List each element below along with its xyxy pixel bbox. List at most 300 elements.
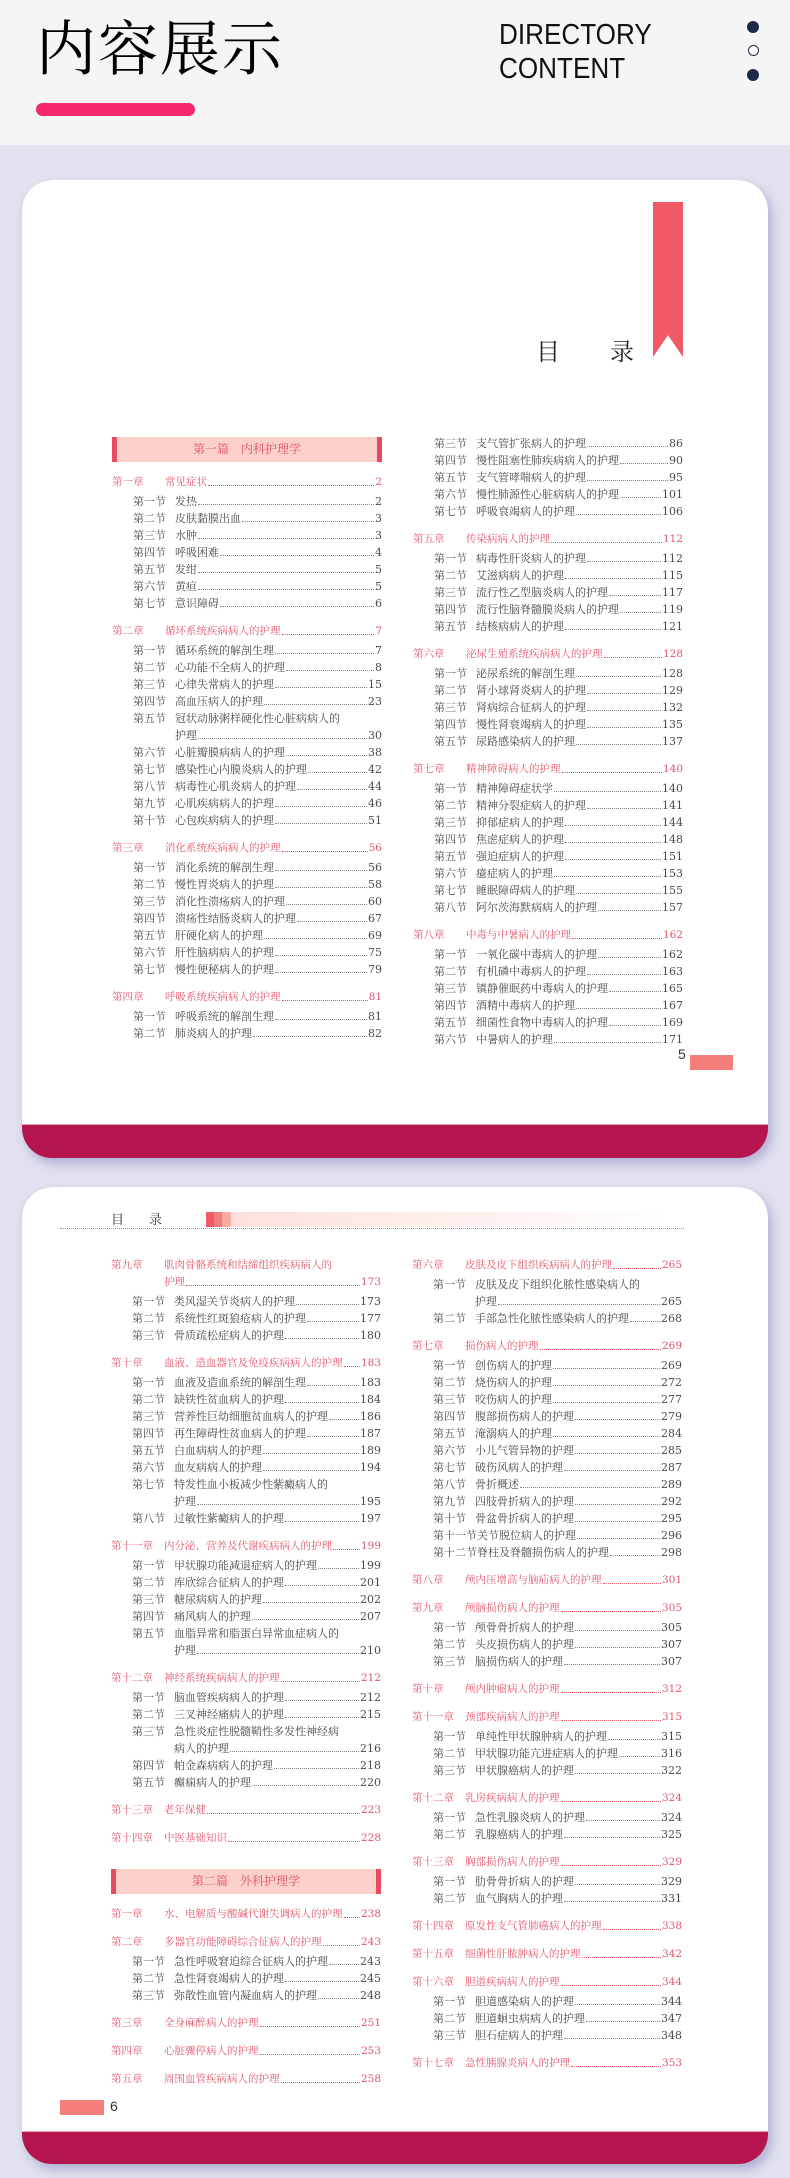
toc-section-entry[interactable] (412, 1619, 682, 1636)
entry-page-number: 202 (360, 1593, 381, 1606)
entry-title: 再生障碍性贫血病人的护理 (174, 1427, 306, 1440)
toc-section-entry[interactable] (413, 601, 683, 618)
entry-title: 过敏性紫癜病人的护理 (174, 1512, 284, 1525)
toc-section-entry[interactable] (412, 1745, 682, 1762)
entry-page-number: 44 (368, 780, 382, 793)
carousel-dot-icon[interactable] (747, 69, 759, 81)
toc-section-entry[interactable] (413, 665, 683, 682)
entry-label: 第五节 (132, 1444, 165, 1457)
toc-section-entry[interactable] (111, 1557, 381, 1574)
entry-title: 胆道感染病人的护理 (475, 1995, 574, 2008)
toc-section-entry[interactable] (413, 946, 683, 963)
entry-page-number: 86 (669, 437, 683, 450)
toc-chapter-entry[interactable] (413, 531, 683, 548)
carousel-dot-icon[interactable] (747, 21, 759, 33)
dot-leader (281, 1681, 360, 1682)
toc-chapter-entry[interactable] (111, 2071, 381, 2088)
entry-page-number: 151 (662, 850, 683, 863)
entry-page-number: 15 (368, 678, 382, 691)
toc-section-entry[interactable] (413, 618, 683, 635)
entry-label: 第三节 (132, 1593, 165, 1606)
toc-section-entry[interactable] (413, 997, 683, 1014)
entry-page-number: 295 (661, 1512, 682, 1525)
entry-label: 第二章 (111, 1936, 143, 1948)
part-banner: 第一篇 内科护理学 (112, 437, 382, 462)
toc-chapter-entry[interactable] (111, 1906, 381, 1923)
toc-section-entry[interactable] (112, 1008, 382, 1025)
toc-section-entry[interactable] (111, 1774, 381, 1791)
toc-chapter-entry[interactable] (111, 2015, 381, 2032)
entry-title: 帕金森病病人的护理 (174, 1759, 273, 1772)
entry-title: 创伤病人的护理 (475, 1359, 552, 1372)
toc-section-entry[interactable] (112, 493, 382, 510)
toc-section-entry[interactable] (112, 659, 382, 676)
toc-section-entry[interactable] (412, 1442, 682, 1459)
entry-page-number: 344 (661, 1995, 682, 2008)
entry-page-number: 121 (662, 620, 683, 633)
toc-section-entry[interactable] (412, 1357, 682, 1374)
toc-chapter-entry[interactable] (412, 2055, 682, 2072)
entry-label: 第二节 (132, 1972, 165, 1985)
toc-section-entry[interactable] (412, 1310, 682, 1327)
entry-page-number: 315 (661, 1711, 682, 1723)
dot-leader (275, 653, 374, 654)
toc-chapter-entry[interactable] (412, 1572, 682, 1589)
entry-page-number: 171 (662, 1033, 683, 1046)
entry-title: 痛风病人的护理 (174, 1610, 251, 1623)
entry-label: 第十二节 (433, 1546, 477, 1559)
toc-section-entry[interactable] (112, 961, 382, 978)
toc-section-entry[interactable] (112, 778, 382, 795)
entry-title: 尿路感染病人的护理 (476, 735, 575, 748)
toc-section-entry[interactable] (111, 1510, 381, 1527)
toc-chapter-entry[interactable] (413, 646, 683, 663)
toc-section-entry[interactable] (111, 1608, 381, 1625)
toc-section-entry-continued[interactable] (112, 727, 382, 744)
entry-title-continued: 护理 (175, 729, 197, 742)
entry-page-number: 269 (661, 1340, 682, 1352)
toc-chapter-entry[interactable] (412, 1338, 682, 1355)
toc-section-entry[interactable] (412, 2027, 682, 2044)
toc-section-entry[interactable] (111, 1310, 381, 1327)
entry-title: 呼吸系统的解剖生理 (175, 1010, 274, 1023)
entry-page-number: 4 (375, 546, 382, 559)
entry-label: 第一节 (434, 782, 467, 795)
toc-section-entry[interactable] (111, 1591, 381, 1608)
entry-title-continued: 护理 (164, 1276, 185, 1288)
entry-title: 有机磷中毒病人的护理 (476, 965, 586, 978)
entry-page-number: 90 (669, 454, 683, 467)
entry-page-number: 165 (662, 982, 683, 995)
toc-section-entry[interactable] (111, 1757, 381, 1774)
toc-chapter-entry[interactable] (412, 1974, 682, 1991)
entry-page-number: 112 (662, 552, 683, 565)
toc-chapter-entry[interactable] (111, 1802, 381, 1819)
dot-leader (630, 1321, 660, 1322)
entry-title: 关节脱位病人的护理 (477, 1529, 576, 1542)
toc-section-entry[interactable] (112, 510, 382, 527)
carousel-dot-active-icon[interactable] (748, 45, 759, 56)
toc-section-entry[interactable] (412, 1510, 682, 1527)
toc-chapter-entry[interactable] (112, 840, 382, 857)
toc-section-entry[interactable] (413, 899, 683, 916)
toc-section-entry[interactable] (412, 1809, 682, 1826)
entry-title: 颅脑损伤病人的护理 (465, 1602, 560, 1614)
toc-column-left (111, 1246, 381, 2090)
entry-title: 传染病病人的护理 (466, 533, 550, 545)
toc-section-entry[interactable] (413, 503, 683, 520)
entry-page-number: 289 (661, 1478, 682, 1491)
dot-leader (561, 1865, 661, 1866)
toc-section-entry[interactable] (413, 699, 683, 716)
entry-title: 胸部损伤病人的护理 (465, 1856, 560, 1868)
dot-leader (285, 1981, 359, 1982)
toc-section-entry[interactable] (111, 1953, 381, 1970)
entry-page-number: 287 (661, 1461, 682, 1474)
toc-section-entry[interactable] (112, 893, 382, 910)
entry-title: 循环系统疾病病人的护理 (165, 625, 281, 637)
entry-page-number: 101 (662, 488, 683, 501)
entry-title: 颅内压增高与脑疝病人的护理 (465, 1574, 602, 1586)
toc-section-entry[interactable] (112, 944, 382, 961)
entry-label: 第四节 (132, 1610, 165, 1623)
entry-title: 脊柱及脊髓损伤病人的护理 (477, 1546, 609, 1559)
toc-section-entry[interactable] (412, 1873, 682, 1890)
toc-section-entry[interactable] (412, 1728, 682, 1745)
toc-section-entry[interactable] (413, 452, 683, 469)
toc-section-entry[interactable] (111, 1574, 381, 1591)
toc-section-entry[interactable] (413, 848, 683, 865)
entry-page-number: 3 (375, 512, 382, 525)
dot-leader (561, 1720, 661, 1721)
dot-leader (564, 1901, 660, 1902)
entry-label: 第一节 (133, 1010, 166, 1023)
entry-title: 肾小球肾炎病人的护理 (476, 684, 586, 697)
dot-leader (619, 1756, 660, 1757)
dot-leader (307, 1321, 359, 1322)
entry-title-continued: 护理 (475, 1295, 497, 1308)
entry-label: 第一节 (132, 1691, 165, 1704)
toc-chapter-entry[interactable] (111, 1670, 381, 1687)
toc-section-entry[interactable] (112, 744, 382, 761)
toc-chapter-entry[interactable] (412, 1257, 682, 1274)
dot-leader (296, 1304, 359, 1305)
entry-label: 第一节 (434, 948, 467, 961)
entry-label: 第十节 (433, 1512, 466, 1525)
toc-section-entry[interactable] (413, 980, 683, 997)
toc-section-entry[interactable] (111, 1293, 381, 1310)
toc-section-entry[interactable] (412, 2010, 682, 2027)
toc-section-entry[interactable] (112, 595, 382, 612)
dot-leader (575, 1521, 660, 1522)
toc-column-left (112, 437, 382, 1042)
toc-section-entry[interactable] (112, 1025, 382, 1042)
toc-section-entry[interactable] (112, 927, 382, 944)
entry-title: 白血病病人的护理 (174, 1444, 262, 1457)
dot-leader (587, 693, 661, 694)
toc-section-entry-continued[interactable] (111, 1493, 381, 1510)
toc-section-entry[interactable] (112, 693, 382, 710)
toc-section-entry[interactable] (413, 435, 683, 452)
entry-label: 第一节 (433, 1621, 466, 1634)
toc-section-entry[interactable] (111, 1970, 381, 1987)
entry-title: 血气胸病人的护理 (475, 1892, 563, 1905)
toc-chapter-entry[interactable] (413, 761, 683, 778)
dot-leader (564, 1664, 660, 1665)
entry-label: 第四节 (434, 718, 467, 731)
dot-leader (344, 1366, 360, 1367)
entry-title: 睡眠障碍病人的护理 (476, 884, 575, 897)
entry-title: 中暑病人的护理 (476, 1033, 553, 1046)
toc-section-entry[interactable] (111, 1442, 381, 1459)
toc-chapter-entry[interactable] (412, 1918, 682, 1935)
dot-leader (598, 957, 661, 958)
entry-title: 骨折概述 (475, 1478, 519, 1491)
entry-title: 肺炎病人的护理 (175, 1027, 252, 1040)
toc-section-entry[interactable] (413, 797, 683, 814)
dot-leader (540, 1349, 661, 1350)
toc-chapter-entry[interactable] (111, 1934, 381, 1951)
toc-section-entry[interactable] (111, 1987, 381, 2004)
entry-title: 咬伤病人的护理 (475, 1393, 552, 1406)
entry-page-number: 129 (662, 684, 683, 697)
toc-section-entry[interactable] (112, 876, 382, 893)
entry-page-number: 215 (360, 1708, 381, 1721)
dot-leader (318, 1568, 359, 1569)
entry-title-continued: 护理 (174, 1644, 196, 1657)
dot-leader (197, 1653, 359, 1654)
entry-label: 第三节 (433, 1764, 466, 1777)
toc-section-entry[interactable] (413, 469, 683, 486)
entry-title: 精神分裂症病人的护理 (476, 799, 586, 812)
toc-chapter-entry[interactable] (412, 1709, 682, 1726)
entry-label: 第五节 (132, 1776, 165, 1789)
toc-chapter-entry[interactable] (112, 989, 382, 1006)
toc-section-entry[interactable] (112, 676, 382, 693)
toc-section-entry[interactable] (112, 642, 382, 659)
entry-page-number: 248 (360, 1989, 381, 2002)
toc-section-entry[interactable] (111, 1327, 381, 1344)
toc-section-entry[interactable] (111, 1706, 381, 1723)
entry-page-number: 298 (661, 1546, 682, 1559)
toc-chapter-entry[interactable] (111, 1538, 381, 1555)
toc-heading-char: 目 (536, 338, 560, 366)
toc-section-entry[interactable] (412, 1890, 682, 1907)
toc-section-entry[interactable] (413, 716, 683, 733)
dot-leader (297, 789, 367, 790)
toc-section-entry[interactable] (412, 1653, 682, 1670)
toc-section-entry[interactable] (112, 710, 382, 727)
entry-title: 黄疸 (175, 580, 197, 593)
dot-leader (285, 1521, 359, 1522)
toc-chapter-entry[interactable] (111, 1257, 381, 1274)
entry-page-number: 60 (368, 895, 382, 908)
toc-section-entry[interactable] (111, 1476, 381, 1493)
entry-page-number: 169 (662, 1016, 683, 1029)
entry-label: 第一节 (132, 1376, 165, 1389)
toc-section-entry[interactable] (112, 527, 382, 544)
entry-label: 第一节 (434, 552, 467, 565)
entry-label: 第十三章 (412, 1856, 454, 1868)
entry-page-number: 301 (661, 1574, 682, 1586)
entry-title: 泌尿系统的解剖生理 (476, 667, 575, 680)
entry-label: 第二节 (433, 1376, 466, 1389)
toc-section-entry[interactable] (112, 761, 382, 778)
toc-section-entry[interactable] (413, 567, 683, 584)
entry-label: 第一节 (132, 1955, 165, 1968)
entry-label: 第二节 (434, 569, 467, 582)
entry-label: 第十一节 (433, 1529, 477, 1542)
dot-leader (307, 1436, 359, 1437)
toc-section-entry[interactable] (412, 1636, 682, 1653)
toc-section-entry-continued[interactable] (111, 1740, 381, 1757)
toc-section-entry[interactable] (413, 1031, 683, 1048)
toc-chapter-entry[interactable] (412, 1681, 682, 1698)
dot-leader (565, 629, 661, 630)
toc-section-entry[interactable] (412, 1826, 682, 1843)
dot-leader (620, 612, 661, 613)
entry-page-number: 155 (662, 884, 683, 897)
toc-chapter-entry[interactable] (111, 1830, 381, 1847)
entry-title: 慢性阻塞性肺疾病病人的护理 (476, 454, 619, 467)
entry-label: 第七节 (433, 1461, 466, 1474)
dot-leader (561, 1985, 661, 1986)
toc-section-entry-continued[interactable] (111, 1642, 381, 1659)
toc-section-entry[interactable] (111, 1689, 381, 1706)
entry-title: 慢性胃炎病人的护理 (175, 878, 274, 891)
heading-divider (60, 1228, 684, 1229)
entry-title: 手部急性化脓性感染病人的护理 (475, 1312, 629, 1325)
toc-section-entry[interactable] (412, 1527, 682, 1544)
toc-section-entry[interactable] (412, 1493, 682, 1510)
toc-chapter-entry[interactable] (111, 2043, 381, 2060)
toc-section-entry[interactable] (413, 814, 683, 831)
toc-chapter-entry[interactable] (412, 1790, 682, 1807)
entry-label: 第十七章 (412, 2057, 454, 2069)
entry-page-number: 167 (662, 999, 683, 1012)
toc-section-entry[interactable] (413, 780, 683, 797)
toc-section-entry[interactable] (112, 561, 382, 578)
toc-section-entry[interactable] (112, 578, 382, 595)
toc-section-entry[interactable] (112, 859, 382, 876)
toc-section-entry-continued[interactable] (412, 1293, 682, 1310)
entry-label: 第十四章 (111, 1832, 153, 1844)
toc-chapter-entry[interactable] (413, 927, 683, 944)
toc-section-entry[interactable] (413, 584, 683, 601)
dot-leader (242, 521, 374, 522)
entry-label: 第二节 (133, 878, 166, 891)
toc-section-entry[interactable] (413, 733, 683, 750)
toc-section-entry[interactable] (111, 1374, 381, 1391)
entry-title: 呼吸系统疾病病人的护理 (165, 991, 281, 1003)
entry-label: 第二节 (434, 965, 467, 978)
dot-leader (586, 2021, 660, 2022)
toc-chapter-entry[interactable] (112, 623, 382, 640)
entry-label: 第一节 (133, 644, 166, 657)
dot-leader (282, 634, 375, 635)
toc-chapter-entry[interactable] (412, 1854, 682, 1871)
toc-section-entry[interactable] (412, 1374, 682, 1391)
toc-section-entry[interactable] (111, 1723, 381, 1740)
entry-page-number: 189 (360, 1444, 381, 1457)
entry-label: 第三节 (434, 816, 467, 829)
toc-chapter-entry[interactable] (112, 474, 382, 491)
entry-title: 多器官功能障碍综合征病人的护理 (164, 1936, 322, 1948)
toc-section-entry[interactable] (412, 1762, 682, 1779)
toc-section-entry[interactable] (412, 1425, 682, 1442)
entry-label: 第八节 (133, 780, 166, 793)
entry-label: 第五节 (434, 850, 467, 863)
entry-label: 第三节 (433, 2029, 466, 2042)
entry-page-number: 305 (661, 1602, 682, 1614)
entry-title: 心功能不全病人的护理 (175, 661, 285, 674)
toc-section-entry[interactable] (412, 1544, 682, 1561)
toc-section-entry[interactable] (412, 1276, 682, 1293)
toc-chapter-entry[interactable] (412, 1600, 682, 1617)
entry-label: 第五节 (434, 620, 467, 633)
toc-chapter-entry[interactable] (412, 1946, 682, 1963)
toc-section-entry[interactable] (111, 1391, 381, 1408)
entry-title: 发热 (175, 495, 197, 508)
entry-page-number: 216 (360, 1742, 381, 1755)
entry-label: 第九节 (433, 1495, 466, 1508)
entry-page-number: 135 (662, 718, 683, 731)
entry-page-number: 312 (661, 1683, 682, 1695)
toc-section-entry[interactable] (413, 963, 683, 980)
toc-section-entry[interactable] (112, 910, 382, 927)
toc-section-entry[interactable] (111, 1625, 381, 1642)
toc-section-entry[interactable] (413, 550, 683, 567)
entry-label: 第三节 (132, 1725, 165, 1738)
toc-chapter-entry-continued[interactable] (111, 1274, 381, 1291)
toc-section-entry[interactable] (412, 1993, 682, 2010)
toc-section-entry[interactable] (112, 795, 382, 812)
entry-label: 第一节 (433, 1995, 466, 2008)
dot-leader (575, 1504, 660, 1505)
toc-section-entry[interactable] (112, 544, 382, 561)
toc-section-entry[interactable] (413, 1014, 683, 1031)
toc-section-entry[interactable] (412, 1459, 682, 1476)
entry-label: 第五章 (413, 533, 445, 545)
entry-label: 第八节 (433, 1478, 466, 1491)
dot-leader (551, 542, 662, 543)
part-banner: 第二篇 外科护理学 (111, 1869, 381, 1894)
dot-leader (564, 2038, 660, 2039)
toc-section-entry[interactable] (111, 1425, 381, 1442)
toc-section-entry[interactable] (112, 812, 382, 829)
entry-page-number: 296 (661, 1529, 682, 1542)
entry-label: 第三节 (132, 1329, 165, 1342)
page-number: 6 (110, 2098, 118, 2114)
entry-title: 急性炎症性脱髓鞘性多发性神经病 (174, 1725, 339, 1738)
toc-page-card-2 (22, 1187, 768, 2164)
entry-page-number: 342 (661, 1948, 682, 1960)
dot-leader (307, 1385, 359, 1386)
toc-section-entry[interactable] (413, 682, 683, 699)
toc-chapter-entry[interactable] (111, 1355, 381, 1372)
toc-section-entry[interactable] (413, 865, 683, 882)
toc-section-entry[interactable] (413, 486, 683, 503)
toc-section-entry[interactable] (412, 1408, 682, 1425)
toc-section-entry[interactable] (111, 1408, 381, 1425)
toc-section-entry[interactable] (111, 1459, 381, 1476)
toc-section-entry[interactable] (412, 1476, 682, 1493)
entry-label: 第二节 (133, 1027, 166, 1040)
toc-section-entry[interactable] (413, 882, 683, 899)
toc-section-entry[interactable] (412, 1391, 682, 1408)
toc-section-entry[interactable] (413, 831, 683, 848)
entry-label: 第五节 (434, 471, 467, 484)
